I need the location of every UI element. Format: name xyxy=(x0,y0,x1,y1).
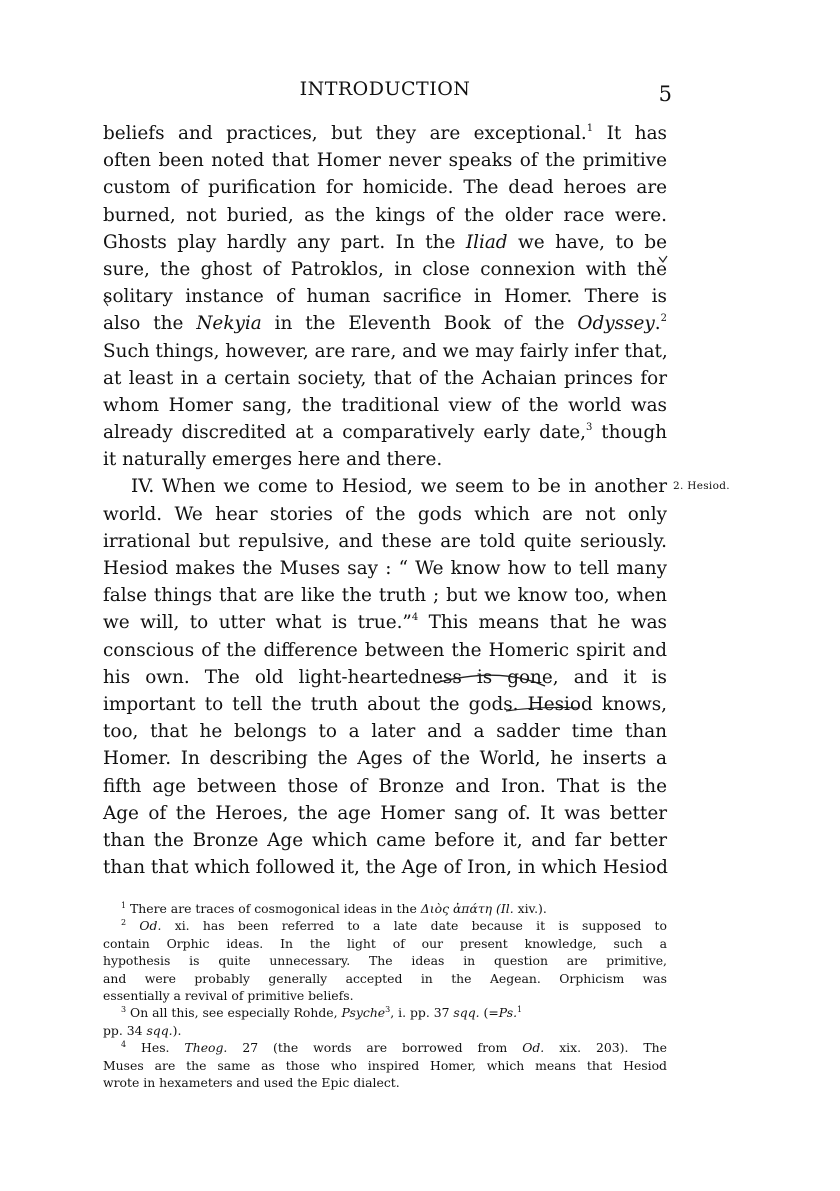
running-head xyxy=(100,78,670,108)
footnote-4: $^4$ Hes. Theog. 27 (the words are borrowed from Od. xix. 203). The xyxy=(121,1040,667,1056)
text-line: than the Bronze Age which came before it, and far better xyxy=(103,829,667,851)
text-line: Age of the Heroes, the age Homer sang of. It was better xyxy=(103,802,667,824)
text-line: IV. When we come to Hesiod, we seem to be in another xyxy=(131,476,667,498)
text-line: world. We hear stories of the gods which are not only xyxy=(103,503,667,525)
text-line: we will, to utter what is true.”$^4$ This means that he was xyxy=(103,612,667,634)
text-line: irrational but repulsive, and these are told quite seriously. xyxy=(103,530,667,552)
text-line: often been noted that Homer never speaks of the primitive xyxy=(103,150,667,172)
text-line: Ghosts play hardly any part. In the Iliad we have, to be xyxy=(103,231,668,253)
text-line: too, that he belongs to a later and a sadder time than xyxy=(103,721,667,743)
footnote-line: essentially a revival of primitive beliefs. xyxy=(103,987,354,1003)
footnote-line: contain Orphic ideas. In the light of our present knowledge, such a xyxy=(103,935,667,951)
text-line: sure, the ghost of Patroklos, in close connexion with the xyxy=(103,258,667,280)
footnote-line: Muses are the same as those who inspired Homer, which means that Hesiod xyxy=(103,1057,667,1073)
text-line: whom Homer sang, the traditional view of the world was xyxy=(103,394,667,416)
footnote-3: $^3$ On all this, see especially Rohde, Psyche$^3$, i. pp. 37 sqq. (=Ps.$^1$ xyxy=(121,1005,523,1021)
footnote-line: wrote in hexameters and used the Epic dialect. xyxy=(103,1074,400,1090)
text-line: false things that are like the truth ; but we know too, when xyxy=(103,585,667,607)
footnote-2: $^2$ Od. xi. has been referred to a late date because it is supposed to xyxy=(121,918,667,934)
footnote-line: hypothesis is quite unnecessary. The ideas in question are primitive, xyxy=(103,953,667,969)
text-line: custom of purification for homicide. The dead heroes are xyxy=(103,177,667,199)
text-line: Homer. In describing the Ages of the World, he inserts a xyxy=(103,748,667,770)
margin-note: 2. Hesiod. xyxy=(673,480,730,492)
text-line: than that which followed it, the Age of Iron, in which Hesiod xyxy=(103,857,668,879)
text-line: important to tell the truth about the gods. Hesiod knows, xyxy=(103,693,667,715)
text-line: at least in a certain society, that of the Achaian princes for xyxy=(103,367,667,389)
text-line: conscious of the difference between the Homeric spirit and xyxy=(103,639,667,661)
text-line: burned, not buried, as the kings of the older race were. xyxy=(103,204,667,226)
text-line: it naturally emerges here and there. xyxy=(103,449,443,471)
text-line: Hesiod makes the Muses say : “ We know how to tell many xyxy=(103,558,667,579)
page-number: 5 xyxy=(658,82,672,106)
page-title: INTRODUCTION xyxy=(299,78,471,100)
footnotes xyxy=(103,900,667,1091)
text-line: already discredited at a comparatively early date,$^3$ though xyxy=(103,422,667,444)
footnote-line: and were probably generally accepted in the Aegean. Orphicism was xyxy=(103,970,667,986)
text-line: beliefs and practices, but they are exceptional.$^1$ It has xyxy=(103,123,667,144)
text-line: also the Nekyia in the Eleventh Book of the Odyssey.$^2$ xyxy=(103,313,668,335)
text-line: Such things, however, are rare, and we may fairly infer that, xyxy=(103,340,668,362)
text-line: fifth age between those of Bronze and Iron. That is the xyxy=(103,775,667,797)
text-line: solitary instance of human sacrifice in Homer. There is xyxy=(103,286,667,308)
footnote-1: $^1$ There are traces of cosmogonical ideas in the Διὸς ἀπάτη (Il. xiv.). xyxy=(121,901,547,916)
body-text xyxy=(103,120,667,881)
text-line: his own. The old light-heartedness is gone, and it is xyxy=(103,666,667,688)
footnote-line: pp. 34 sqq.). xyxy=(103,1022,182,1038)
